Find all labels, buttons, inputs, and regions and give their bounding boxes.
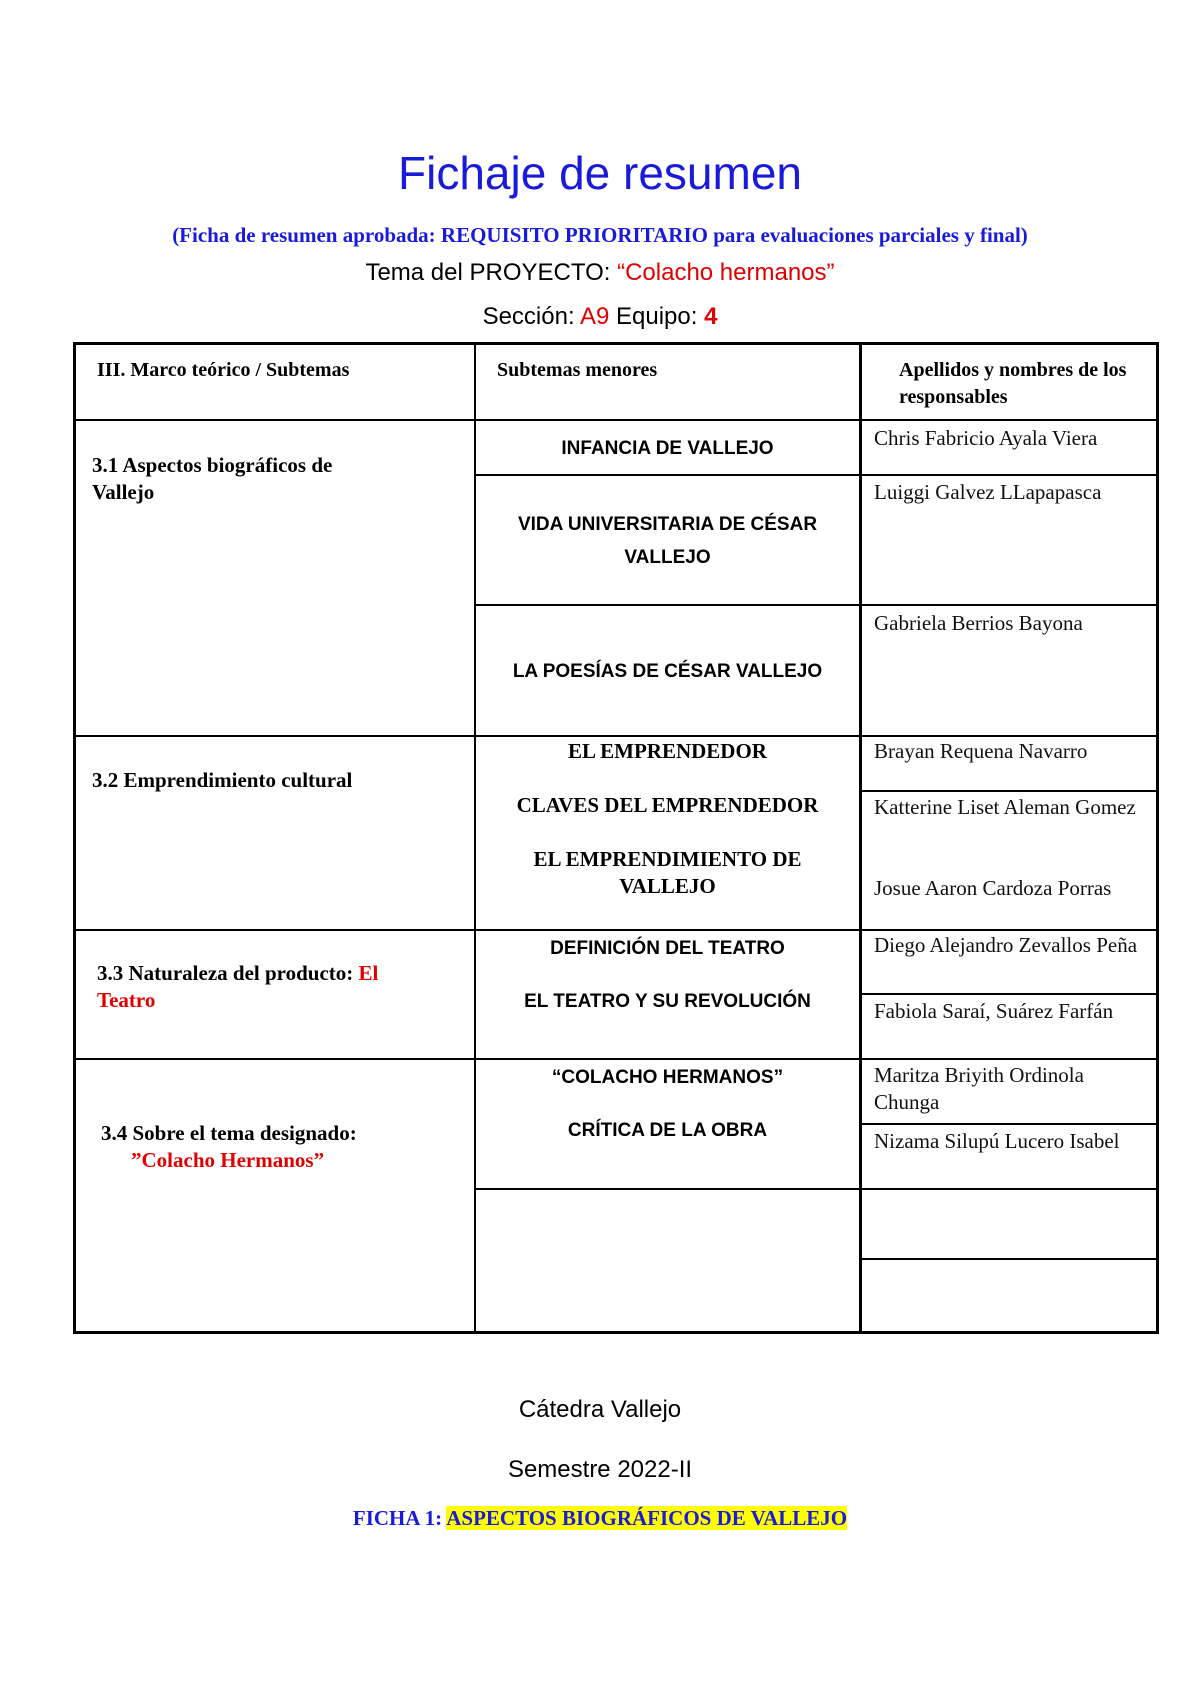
row-sep-s3-a <box>859 993 1159 995</box>
section-team <box>0 302 1200 332</box>
subtopic-definicion-teatro: DEFINICIÓN DEL TEATRO <box>550 938 785 959</box>
subtopic-infancia: INFANCIA DE VALLEJO <box>561 438 774 459</box>
topic-3-3 <box>97 960 437 1014</box>
project-topic-value: “Colacho hermanos” <box>617 259 835 286</box>
row-sep-s4-b <box>474 1188 1159 1190</box>
table-border-right <box>1156 342 1159 1334</box>
subtitle: (Ficha de resumen aprobada: REQUISITO PRIORITARIO para evaluaciones parciales y final) <box>172 223 1028 247</box>
catedra-label: Cátedra Vallejo <box>518 1396 682 1423</box>
section-label: Sección: <box>482 303 580 330</box>
team-value: 4 <box>704 303 718 330</box>
header-col-subtopics: Subtemas menores <box>497 359 658 381</box>
responsible-suarez: Fabiola Saraí, Suárez Farfán <box>874 999 1114 1023</box>
topic-3-3-highlight: El Teatro <box>97 961 379 1012</box>
row-sep-s1-b <box>474 604 1159 606</box>
responsible-cardoza: Josue Aaron Cardoza Porras <box>874 876 1112 900</box>
subtopic-critica-obra: CRÍTICA DE LA OBRA <box>567 1120 768 1141</box>
topic-3-4-prefix: 3.4 Sobre el tema designado: <box>101 1121 357 1145</box>
subtopic-vida-universitaria: VIDA UNIVERSITARIA DE CÉSAR VALLEJO <box>517 514 818 568</box>
row-sep-s1 <box>73 735 1159 737</box>
subtopic-emprendedor: EL EMPRENDEDOR <box>568 739 767 763</box>
col-separator-1 <box>474 342 476 1334</box>
section-value: A9 <box>579 303 610 330</box>
topic-3-4 <box>101 1120 461 1174</box>
responsible-zevallos: Diego Alejandro Zevallos Peña <box>874 933 1138 957</box>
project-topic <box>0 258 1200 288</box>
responsible-requena: Brayan Requena Navarro <box>874 739 1088 763</box>
semester-label: Semestre 2022-II <box>507 1456 693 1483</box>
row-sep-s4-a <box>859 1123 1159 1125</box>
header-col-topics: III. Marco teórico / Subtemas <box>97 359 350 381</box>
row-sep-s1-a <box>474 474 1159 476</box>
responsible-nizama: Nizama Silupú Lucero Isabel <box>874 1129 1120 1153</box>
col-separator-2 <box>859 342 862 1334</box>
subtopic-teatro-revolucion: EL TEATRO Y SU REVOLUCIÓN <box>524 991 811 1012</box>
row-sep-header <box>73 419 1159 421</box>
row-sep-s4-c <box>859 1258 1159 1260</box>
subtopic-emprendimiento-vallejo: EL EMPRENDIMIENTO DE VALLEJO <box>533 847 802 898</box>
responsible-galvez: Luiggi Galvez LLapapasca <box>874 480 1102 504</box>
ficha-number: FICHA 1: <box>352 1506 447 1530</box>
header-col-responsibles: Apellidos y nombres de los responsables <box>899 359 1127 408</box>
subtopic-claves: CLAVES DEL EMPRENDEDOR <box>516 793 819 817</box>
table-border-top <box>73 342 1159 345</box>
responsible-ordinola: Maritza Briyith Ordinola Chunga <box>874 1063 1084 1114</box>
row-sep-s2-a <box>859 790 1159 792</box>
table-border-left <box>73 342 76 1334</box>
responsible-aleman: Katterine Liset Aleman Gomez <box>874 795 1136 819</box>
topic-3-1: 3.1 Aspectos biográficos de Vallejo <box>92 453 333 504</box>
topic-3-3-prefix: 3.3 Naturaleza del producto: <box>97 961 359 985</box>
ficha-label <box>0 1504 1200 1532</box>
ficha-topic-highlight: ASPECTOS BIOGRÁFICOS DE VALLEJO <box>446 1506 848 1530</box>
project-topic-label: Tema del PROYECTO: <box>365 259 618 286</box>
subtopic-poesias: LA POESÍAS DE CÉSAR VALLEJO <box>512 661 823 682</box>
topic-3-4-highlight: ”Colacho Hermanos” <box>131 1148 325 1172</box>
team-label: Equipo: <box>609 303 705 330</box>
topic-3-2: 3.2 Emprendimiento cultural <box>92 768 353 792</box>
responsible-berrios: Gabriela Berrios Bayona <box>874 611 1083 635</box>
row-sep-s2 <box>73 929 1159 931</box>
row-sep-s3 <box>73 1058 1159 1060</box>
subtopic-colacho-hermanos: “COLACHO HERMANOS” <box>551 1067 784 1088</box>
table-border-bottom <box>73 1331 1159 1334</box>
page-title: Fichaje de resumen <box>398 147 802 199</box>
responsible-ayala: Chris Fabricio Ayala Viera <box>874 426 1098 450</box>
